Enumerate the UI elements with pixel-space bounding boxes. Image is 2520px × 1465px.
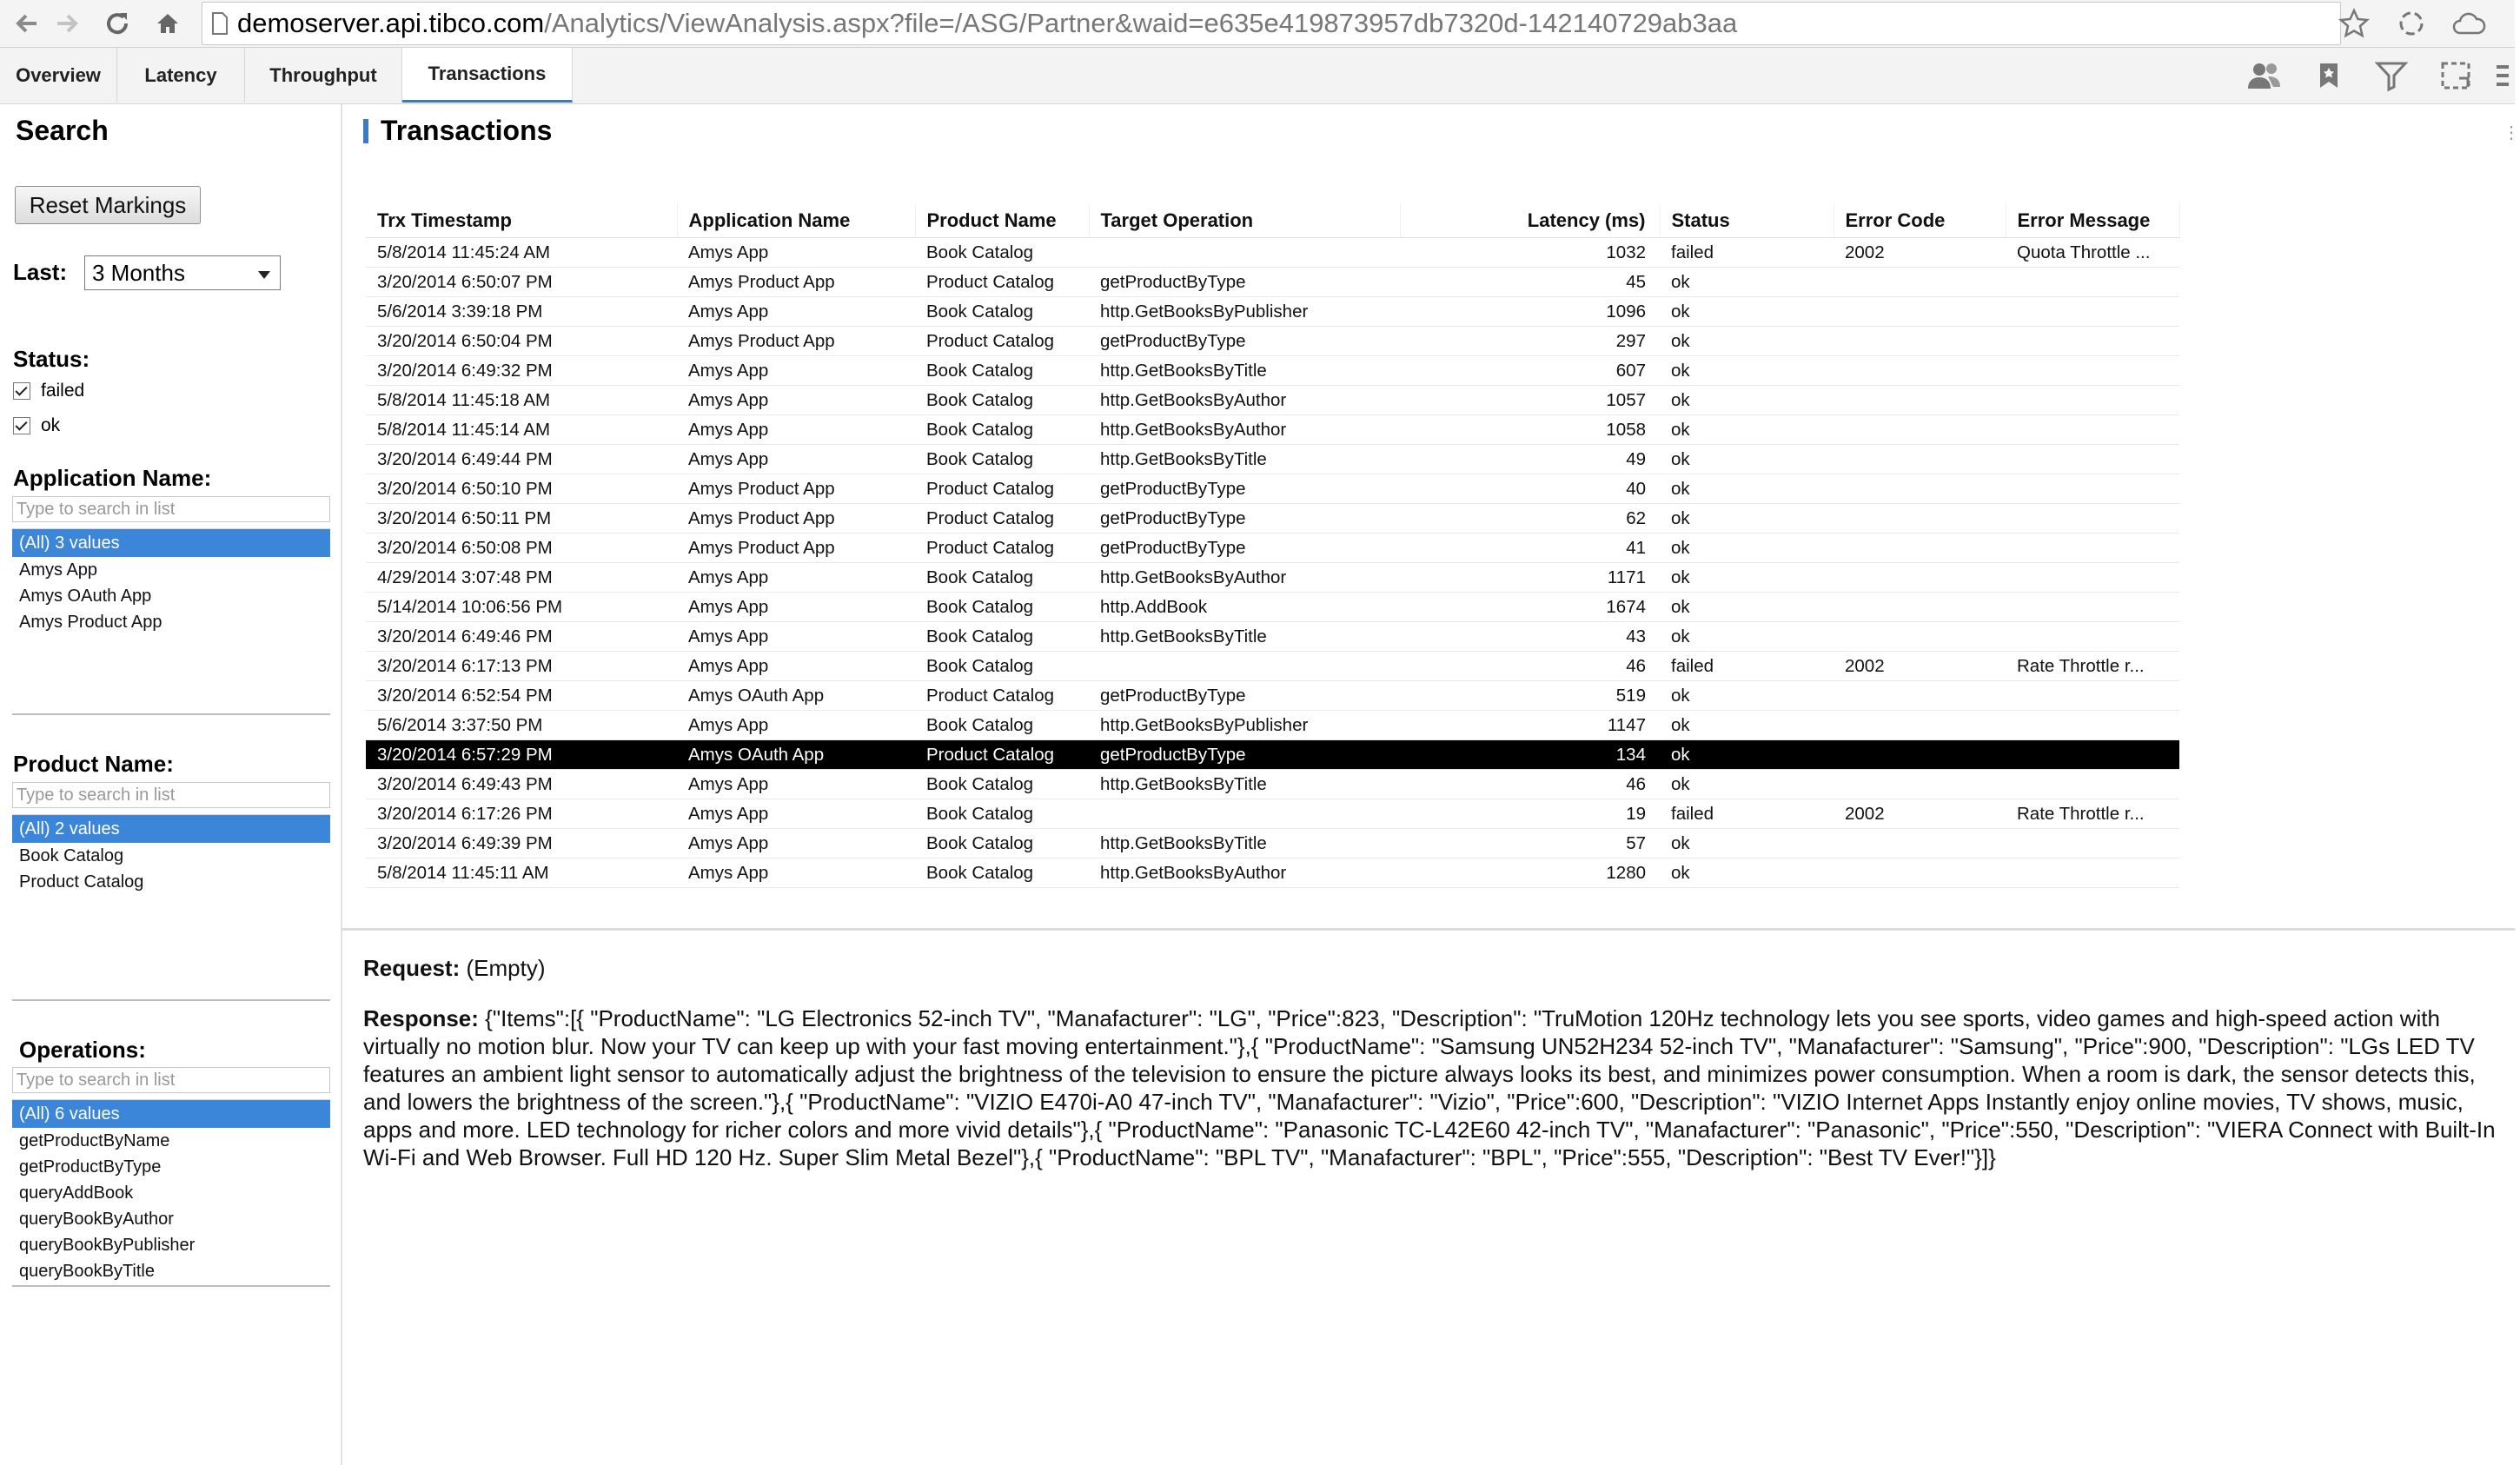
table-cell: 3/20/2014 6:17:13 PM — [366, 652, 677, 681]
url-text — [237, 8, 1737, 39]
column-header[interactable]: Status — [1660, 204, 1834, 238]
table-cell: failed — [1660, 652, 1834, 681]
table-cell: 5/8/2014 11:45:18 AM — [366, 386, 677, 415]
dropdown-arrow-icon — [257, 263, 271, 290]
table-cell: Book Catalog — [915, 356, 1089, 386]
last-period-select[interactable] — [84, 255, 281, 290]
table-cell: 62 — [1400, 504, 1660, 534]
table-cell — [1834, 593, 2006, 622]
tab-overview[interactable]: Overview — [0, 48, 117, 103]
table-header-row — [366, 204, 2179, 238]
more-options-icon[interactable]: ⋮ — [2503, 123, 2520, 143]
column-header[interactable]: Trx Timestamp — [366, 204, 677, 238]
table-cell — [1834, 563, 2006, 593]
table-cell: getProductByType — [1089, 268, 1400, 297]
table-cell: 519 — [1400, 681, 1660, 711]
list-item[interactable]: (All) 6 values — [12, 1100, 330, 1128]
table-cell: 3/20/2014 6:49:39 PM — [366, 829, 677, 858]
table-cell: 3/20/2014 6:50:04 PM — [366, 327, 677, 356]
table-cell: 1096 — [1400, 297, 1660, 327]
table-cell — [1834, 445, 2006, 474]
table-row[interactable] — [366, 563, 2179, 593]
table-cell: Amys App — [677, 622, 915, 652]
menu-icon[interactable] — [2487, 53, 2513, 98]
product-name-label: Product Name: — [13, 751, 174, 777]
table-row[interactable] — [366, 681, 2179, 711]
table-cell: Book Catalog — [915, 445, 1089, 474]
table-cell: failed — [1660, 238, 1834, 268]
table-cell: getProductByType — [1089, 474, 1400, 504]
table-cell: Amys OAuth App — [677, 740, 915, 770]
table-cell — [2006, 386, 2179, 415]
table-cell — [2006, 770, 2179, 799]
table-cell — [1834, 504, 2006, 534]
application-name-label: Application Name: — [13, 465, 212, 491]
table-cell: getProductByType — [1089, 327, 1400, 356]
table-cell — [2006, 474, 2179, 504]
search-panel-title: Search — [16, 115, 109, 146]
table-cell: 3/20/2014 6:52:54 PM — [366, 681, 677, 711]
list-item[interactable]: Amys App — [19, 560, 98, 580]
table-cell: 5/6/2014 3:39:18 PM — [366, 297, 677, 327]
status-option-ok[interactable] — [13, 415, 60, 436]
address-bar[interactable] — [202, 2, 2341, 45]
table-cell: ok — [1660, 504, 1834, 534]
table-row[interactable] — [366, 740, 2179, 770]
table-cell: 3/20/2014 6:50:08 PM — [366, 534, 677, 563]
product-listbox[interactable] — [12, 814, 330, 1001]
bookmark-icon[interactable] — [2306, 53, 2351, 98]
table-cell: ok — [1660, 268, 1834, 297]
table-cell: 1280 — [1400, 858, 1660, 888]
table-cell: Amys Product App — [677, 504, 915, 534]
table-cell — [2006, 268, 2179, 297]
table-cell: ok — [1660, 858, 1834, 888]
tab-transactions[interactable]: Transactions — [402, 48, 573, 103]
status-option-failed[interactable] — [13, 381, 84, 401]
transaction-detail — [363, 954, 2505, 1171]
analysis-tabbar — [0, 48, 2515, 104]
table-cell: 1032 — [1400, 238, 1660, 268]
table-cell: Book Catalog — [915, 297, 1089, 327]
last-label: Last: — [13, 259, 68, 285]
table-cell: Book Catalog — [915, 770, 1089, 799]
table-cell: 2002 — [1834, 799, 2006, 829]
table-cell: 45 — [1400, 268, 1660, 297]
table-cell: http.GetBooksByTitle — [1089, 445, 1400, 474]
table-cell — [1834, 534, 2006, 563]
table-cell: ok — [1660, 445, 1834, 474]
table-cell: Amys App — [677, 238, 915, 268]
response-line — [363, 1004, 2505, 1171]
list-item[interactable]: Amys OAuth App — [19, 587, 152, 606]
home-icon[interactable] — [148, 3, 188, 43]
table-cell: 40 — [1400, 474, 1660, 504]
table-row[interactable] — [366, 386, 2179, 415]
table-cell: Book Catalog — [915, 858, 1089, 888]
url-path: /Analytics/ViewAnalysis.aspx?file=/ASG/Partner&waid=e635e419873957db7320d-142140729ab3aa — [544, 8, 1738, 38]
request-value: (Empty) — [466, 955, 546, 981]
column-header[interactable]: Product Name — [915, 204, 1089, 238]
application-search-input[interactable] — [12, 496, 330, 522]
table-cell: Amys App — [677, 858, 915, 888]
browser-toolbar — [0, 0, 2515, 48]
table-row[interactable] — [366, 327, 2179, 356]
table-cell: Amys App — [677, 829, 915, 858]
table-cell: Product Catalog — [915, 268, 1089, 297]
table-cell: 3/20/2014 6:50:10 PM — [366, 474, 677, 504]
table-cell: 297 — [1400, 327, 1660, 356]
list-item[interactable]: queryBookByTitle — [19, 1262, 155, 1281]
bookmark-star-icon[interactable] — [2332, 3, 2376, 43]
table-cell: Book Catalog — [915, 652, 1089, 681]
table-cell: ok — [1660, 327, 1834, 356]
table-cell — [1089, 238, 1400, 268]
column-header[interactable]: Error Code — [1834, 204, 2006, 238]
tab-latency[interactable]: Latency — [117, 48, 245, 103]
url-host: demoserver.api.tibco.com — [237, 8, 545, 38]
table-cell: http.GetBooksByTitle — [1089, 829, 1400, 858]
column-header[interactable]: Latency (ms) — [1400, 204, 1660, 238]
table-cell — [2006, 622, 2179, 652]
table-cell: 1171 — [1400, 563, 1660, 593]
table-cell: Book Catalog — [915, 622, 1089, 652]
tab-throughput[interactable]: Throughput — [245, 48, 402, 103]
table-cell: Amys App — [677, 652, 915, 681]
table-row[interactable] — [366, 534, 2179, 563]
table-cell: Book Catalog — [915, 829, 1089, 858]
operations-label: Operations: — [19, 1037, 146, 1063]
table-cell: 134 — [1400, 740, 1660, 770]
table-cell — [2006, 356, 2179, 386]
table-cell: Amys App — [677, 563, 915, 593]
table-row[interactable] — [366, 268, 2179, 297]
status-label: Status: — [13, 346, 90, 372]
table-cell: failed — [1660, 799, 1834, 829]
request-line — [363, 954, 2505, 982]
recycle-icon[interactable] — [2390, 3, 2433, 43]
table-cell: Quota Throttle ... — [2006, 238, 2179, 268]
table-cell: Rate Throttle r... — [2006, 652, 2179, 681]
table-cell: ok — [1660, 681, 1834, 711]
table-row[interactable] — [366, 770, 2179, 799]
table-cell: ok — [1660, 622, 1834, 652]
table-cell: http.GetBooksByAuthor — [1089, 386, 1400, 415]
column-header[interactable]: Error Message — [2006, 204, 2179, 238]
table-cell: http.AddBook — [1089, 593, 1400, 622]
table-cell: Amys App — [677, 799, 915, 829]
application-listbox[interactable] — [12, 528, 330, 715]
table-cell: 3/20/2014 6:50:11 PM — [366, 504, 677, 534]
table-cell: 3/20/2014 6:57:29 PM — [366, 740, 677, 770]
table-cell: Product Catalog — [915, 474, 1089, 504]
table-row[interactable] — [366, 415, 2179, 445]
list-item[interactable]: queryBookByPublisher — [19, 1236, 196, 1255]
table-cell: 1674 — [1400, 593, 1660, 622]
table-cell — [1834, 356, 2006, 386]
list-item[interactable]: queryAddBook — [19, 1183, 134, 1203]
list-item[interactable]: Product Catalog — [19, 872, 144, 892]
table-cell: ok — [1660, 740, 1834, 770]
cloud-icon[interactable] — [2447, 3, 2490, 43]
table-cell: 3/20/2014 6:49:43 PM — [366, 770, 677, 799]
table-cell: 5/8/2014 11:45:14 AM — [366, 415, 677, 445]
table-row[interactable] — [366, 711, 2179, 740]
table-cell: Amys App — [677, 711, 915, 740]
table-cell: Book Catalog — [915, 563, 1089, 593]
table-cell: 3/20/2014 6:49:32 PM — [366, 356, 677, 386]
table-cell — [2006, 858, 2179, 888]
table-cell: ok — [1660, 356, 1834, 386]
table-cell: ok — [1660, 829, 1834, 858]
list-item[interactable]: Book Catalog — [19, 846, 124, 865]
table-cell: Product Catalog — [915, 327, 1089, 356]
table-cell — [2006, 681, 2179, 711]
table-cell — [1834, 770, 2006, 799]
table-cell: ok — [1660, 711, 1834, 740]
table-cell: http.GetBooksByTitle — [1089, 622, 1400, 652]
reset-markings-button[interactable]: Reset Markings — [15, 186, 201, 224]
table-row[interactable] — [366, 474, 2179, 504]
list-item[interactable]: (All) 3 values — [12, 529, 330, 557]
table-cell: Amys App — [677, 386, 915, 415]
response-value: {"Items":[{ "ProductName": "LG Electronics 52-inch TV", "Manafacturer": "LG", "Price":823, "Description": "TruMotion 120Hz technology lets you see sports, video games and high-speed action with virtually no motion blur. Now your TV can keep up with your fast moving entertainment."},{ "ProductName": "Samsung UN52H234 52-inch TV", "Manafacturer": "Samsung", "Price":900, "Description": "LGs LED TV features an ambient light sensor to automatically adjust the brightness of the television to ensure the picture always looks its best, and minimizes power consumption. When a room is dark, the sensor detects this, and lowers the brightness of the screen."},{ "ProductName": "VIZIO E470i-A0 47-inch TV", "Manafacturer": "Vizio", "Price":600, "Description": "VIZIO Internet Apps Instantly enjoy online movies, TV shows, music, apps and more. LED technology for richer colors and more vivid details"},{ "ProductName": "Panasonic TC-L42E60 42-inch TV", "Manafacturer": "Panasonic", "Price":550, "Description": "VIERA Connect with Built-In Wi-Fi and Web Browser. Full HD 120 Hz. Super Slim Metal Bezel"},{ "ProductName": "BPL TV", "Manafacturer": "BPL", "Price":555, "Description": "Best TV Ever!"}]} — [363, 1005, 2496, 1170]
transactions-title: Transactions — [381, 115, 553, 146]
operations-listbox[interactable] — [12, 1099, 330, 1287]
table-cell: Amys App — [677, 593, 915, 622]
table-cell: 57 — [1400, 829, 1660, 858]
ok-checkbox[interactable] — [13, 417, 30, 434]
status-option-label: failed — [41, 381, 85, 401]
table-row[interactable] — [366, 593, 2179, 622]
table-cell: 3/20/2014 6:49:46 PM — [366, 622, 677, 652]
list-item[interactable]: (All) 2 values — [12, 815, 330, 843]
table-row[interactable] — [366, 356, 2179, 386]
table-cell: 49 — [1400, 445, 1660, 474]
reload-icon[interactable] — [97, 3, 137, 43]
table-cell: http.GetBooksByTitle — [1089, 356, 1400, 386]
table-cell: Book Catalog — [915, 711, 1089, 740]
table-row[interactable] — [366, 858, 2179, 888]
table-body — [366, 238, 2179, 888]
failed-checkbox[interactable] — [13, 382, 30, 400]
last-period-value: 3 Months — [92, 259, 185, 286]
table-cell: Amys Product App — [677, 327, 915, 356]
list-item[interactable]: getProductByType — [19, 1157, 162, 1177]
table-cell — [2006, 297, 2179, 327]
table-row[interactable] — [366, 799, 2179, 829]
back-icon[interactable] — [7, 3, 47, 43]
table-cell: http.GetBooksByAuthor — [1089, 858, 1400, 888]
table-cell: Amys Product App — [677, 268, 915, 297]
table-cell — [1089, 652, 1400, 681]
table-cell: Amys App — [677, 445, 915, 474]
table-cell — [1834, 415, 2006, 445]
page-icon — [202, 12, 237, 35]
table-cell: Book Catalog — [915, 593, 1089, 622]
table-cell: 41 — [1400, 534, 1660, 563]
table-cell: http.GetBooksByPublisher — [1089, 711, 1400, 740]
table-cell — [1834, 740, 2006, 770]
table-cell: 3/20/2014 6:50:07 PM — [366, 268, 677, 297]
table-cell — [2006, 445, 2179, 474]
list-item[interactable]: Amys Product App — [19, 613, 162, 632]
table-cell: 5/8/2014 11:45:11 AM — [366, 858, 677, 888]
table-cell: ok — [1660, 770, 1834, 799]
status-option-label: ok — [41, 415, 61, 435]
table-cell: Rate Throttle r... — [2006, 799, 2179, 829]
transactions-table — [366, 204, 2180, 888]
table-cell: Product Catalog — [915, 740, 1089, 770]
table-cell — [1834, 681, 2006, 711]
table-cell: ok — [1660, 415, 1834, 445]
table-cell: 43 — [1400, 622, 1660, 652]
table-row[interactable] — [366, 504, 2179, 534]
table-row[interactable] — [366, 297, 2179, 327]
table-cell: ok — [1660, 474, 1834, 504]
table-cell: ok — [1660, 593, 1834, 622]
table-cell: http.GetBooksByTitle — [1089, 770, 1400, 799]
table-row[interactable] — [366, 829, 2179, 858]
table-cell: 3/20/2014 6:49:44 PM — [366, 445, 677, 474]
request-label: Request: — [363, 955, 461, 981]
column-header[interactable]: Target Operation — [1089, 204, 1400, 238]
table-row[interactable] — [366, 238, 2179, 268]
table-cell — [2006, 593, 2179, 622]
table-cell — [2006, 534, 2179, 563]
table-cell: ok — [1660, 534, 1834, 563]
table-cell — [2006, 563, 2179, 593]
selection-icon[interactable] — [2433, 53, 2478, 98]
table-cell — [2006, 711, 2179, 740]
table-cell — [1834, 622, 2006, 652]
table-cell: 1058 — [1400, 415, 1660, 445]
table-cell: http.GetBooksByAuthor — [1089, 563, 1400, 593]
table-cell: 5/8/2014 11:45:24 AM — [366, 238, 677, 268]
table-cell — [2006, 829, 2179, 858]
table-cell: getProductByType — [1089, 504, 1400, 534]
table-cell: Amys Product App — [677, 474, 915, 504]
list-item[interactable]: queryBookByAuthor — [19, 1210, 174, 1229]
table-cell: Book Catalog — [915, 415, 1089, 445]
table-cell: 3/20/2014 6:17:26 PM — [366, 799, 677, 829]
table-cell: Book Catalog — [915, 386, 1089, 415]
table-row[interactable] — [366, 445, 2179, 474]
table-cell — [1834, 711, 2006, 740]
table-cell — [1834, 474, 2006, 504]
table-cell: ok — [1660, 297, 1834, 327]
table-cell: Amys Product App — [677, 534, 915, 563]
table-cell — [1834, 829, 2006, 858]
table-cell: http.GetBooksByPublisher — [1089, 297, 1400, 327]
table-cell: ok — [1660, 386, 1834, 415]
table-cell: Amys App — [677, 297, 915, 327]
table-cell: ok — [1660, 563, 1834, 593]
table-cell — [2006, 740, 2179, 770]
table-cell: 2002 — [1834, 238, 2006, 268]
table-cell: Book Catalog — [915, 799, 1089, 829]
table-cell — [1834, 268, 2006, 297]
response-label: Response: — [363, 1005, 479, 1031]
table-cell: getProductByType — [1089, 681, 1400, 711]
users-icon[interactable] — [2242, 53, 2287, 98]
table-cell — [2006, 327, 2179, 356]
table-cell: Product Catalog — [915, 681, 1089, 711]
table-cell: 19 — [1400, 799, 1660, 829]
table-cell — [1834, 386, 2006, 415]
table-cell — [2006, 415, 2179, 445]
table-cell: Amys App — [677, 770, 915, 799]
table-cell: Book Catalog — [915, 238, 1089, 268]
table-cell: 46 — [1400, 652, 1660, 681]
table-cell — [1089, 799, 1400, 829]
table-cell — [1834, 858, 2006, 888]
table-cell: 46 — [1400, 770, 1660, 799]
table-cell: 2002 — [1834, 652, 2006, 681]
table-cell: 607 — [1400, 356, 1660, 386]
filter-icon[interactable] — [2369, 53, 2414, 98]
table-cell — [1834, 297, 2006, 327]
table-cell: http.GetBooksByAuthor — [1089, 415, 1400, 445]
table-cell: getProductByType — [1089, 740, 1400, 770]
table-cell: Product Catalog — [915, 534, 1089, 563]
table-row[interactable] — [366, 652, 2179, 681]
table-cell: Amys App — [677, 415, 915, 445]
table-cell: Amys App — [677, 356, 915, 386]
table-cell — [2006, 504, 2179, 534]
title-accent-bar — [363, 119, 368, 143]
table-cell: getProductByType — [1089, 534, 1400, 563]
forward-icon[interactable] — [47, 3, 87, 43]
table-cell: 4/29/2014 3:07:48 PM — [366, 563, 677, 593]
table-row[interactable] — [366, 622, 2179, 652]
list-item[interactable]: getProductByName — [19, 1131, 170, 1150]
table-cell: Product Catalog — [915, 504, 1089, 534]
table-cell: Amys OAuth App — [677, 681, 915, 711]
table-cell — [1834, 327, 2006, 356]
operations-search-input[interactable] — [12, 1067, 330, 1093]
table-cell: 1147 — [1400, 711, 1660, 740]
table-cell: 5/6/2014 3:37:50 PM — [366, 711, 677, 740]
table-cell: 5/14/2014 10:06:56 PM — [366, 593, 677, 622]
table-cell: 1057 — [1400, 386, 1660, 415]
column-header[interactable]: Application Name — [677, 204, 915, 238]
product-search-input[interactable] — [12, 782, 330, 808]
